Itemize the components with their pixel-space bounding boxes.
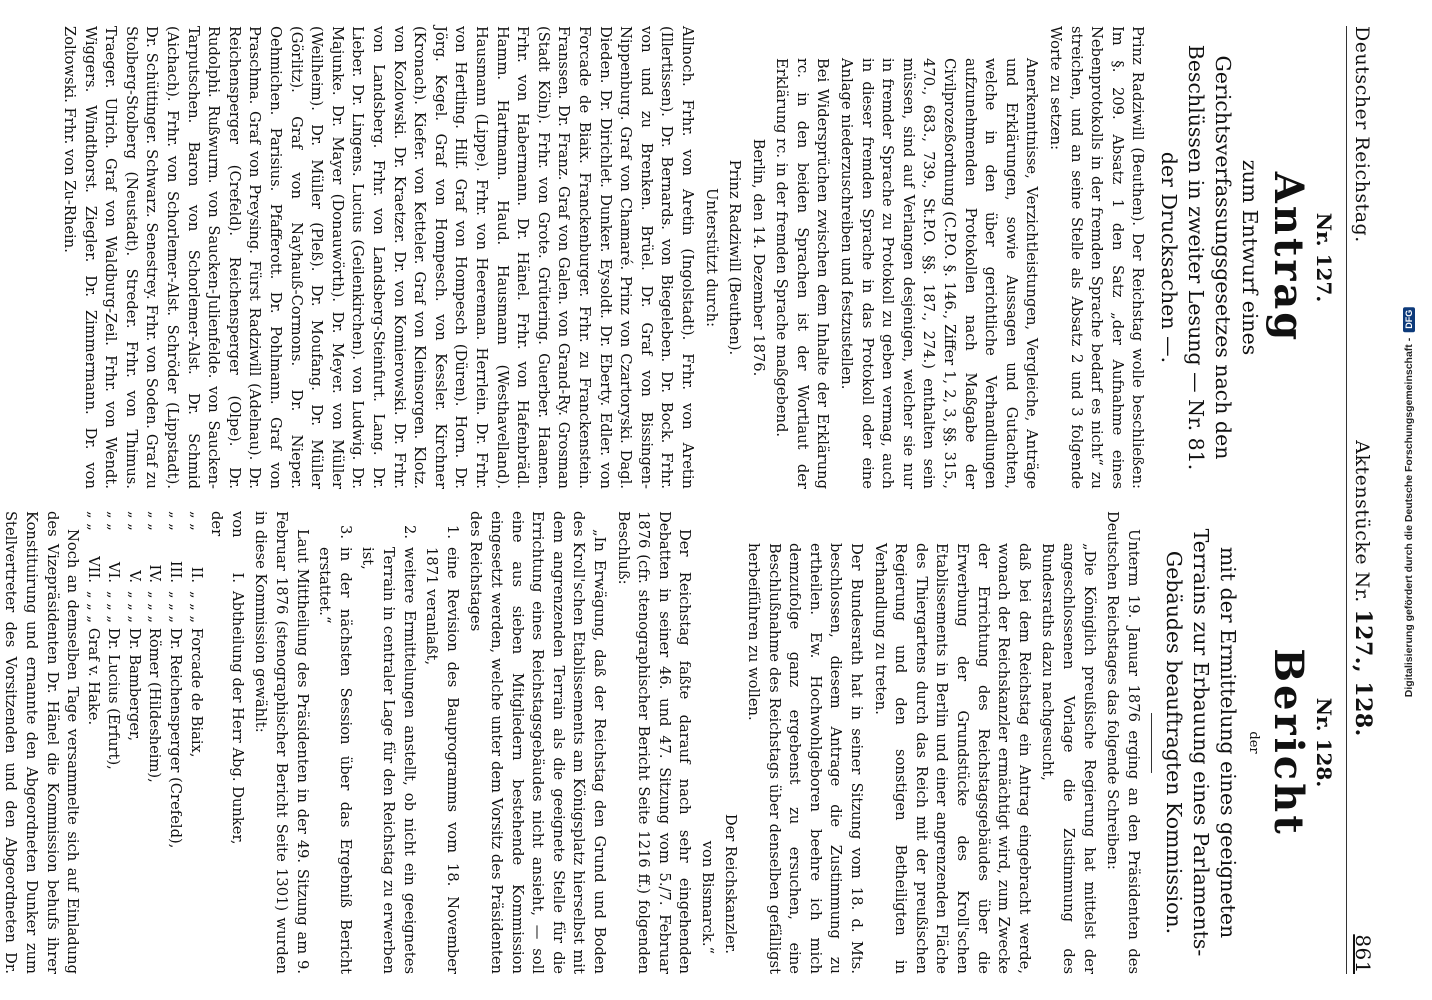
member-prefix: „ „ [167,511,185,531]
bericht-quote: daß bei dem Reichstag ein Antrag eingebracht werde, wonach der Reichskanzler ermächtigt wird, zum Zwecke der Errichtung des Reichstagsgebäudes über die Erwerbung der Grundstücke des Kroll'schen Etablissements in Berlin und einer angrenzenden Fläche des Thiergartens durch das Reich mit der preußischen Regierung und den sonstigen Betheiligten in Verhandlung zu treten. [871,543,1033,974]
commission-member-row [185,511,206,974]
member-prefix: „ „ [125,511,143,531]
supported-by-label: Unterstützt durch: [702,187,720,328]
member-prefix: „ „ [105,511,123,531]
commission-member-row [123,511,144,974]
column-left [0,26,1338,489]
heading-antrag: Antrag [1265,171,1313,344]
bericht-title: mit der Ermittelung eines geeigneten Terrains zur Erbauung eines Parlaments-Gebäudes beauftragten Kommission. [1161,528,1240,957]
resolution-item-text: weitere Ermittelungen anstellt, ob nicht ein geeignetes Terrain in centraler Lage für den Reichstag zu erwerben ist, [359,547,418,974]
resolution-item [357,525,419,974]
resolution-item-number: 2. [400,525,418,540]
bericht-quote: Der Bundesrath hat in seiner Sitzung vom 18. d. Mts. beschlossen, diesem Antrage die Zustimmung zu ertheilen. Ew. Hochwohlgeboren beehre ich mich demzufolge ganz ergebenst zu ersuchen, eine Beschlußnahme des Reichstags über denselben gefälligst herbeiführen zu wollen. [745,543,866,974]
item-number-128: Nr. 128. [1312,697,1336,788]
member-name: „ „ „ Graf v. Hake. [84,591,102,726]
antrag-signer: Prinz Radziwill (Beuthen). [726,159,744,356]
member-division: VI. [105,561,123,583]
member-division: I. [228,572,246,583]
dfg-logo: DFG [1403,307,1415,332]
member-name: „ „ „ Dr. Bamberger, [125,591,143,742]
member-prefix: „ „ [84,511,102,531]
resolution-item-text: in der nächsten Session über das Ergebniß Bericht erstattet.“ [316,547,354,974]
digitization-credit [1396,12,1422,992]
resolution-text: „In Erwägung, daß der Reichstag den Grund und Boden des Kroll'schen Etablissements am Königsplatz hierselbst mit dem angrenzenden Terrain als die geeignete Stelle für die Errichtung eines Reichstagsgebäudes nicht ansieht, — soll eine aus sieben Mitgliedern bestehende Kommission eingesetzt werden, welche unter dem Vorsitz des Präsidenten des Reichstages [467,511,608,974]
scanned-page [2,0,1392,1000]
member-prefix: „ „ [146,511,164,531]
commission-member-row [206,511,247,974]
running-head-left: Deutscher Reichstag. [1351,26,1373,243]
resolution-item-number: 3. [336,525,354,540]
resolution-item [421,525,462,974]
bericht-paragraph: Noch an demselben Tage versammelte sich auf Einladung des Vizepräsidenten Dr. Hänel die Kommission behufs ihrer Konstituirung und ernannte den Abgeordneten Dunker zum Stellvertreter des Vorsitzenden und den Abgeordneten Dr. [2,511,82,974]
member-division: V. [125,570,143,583]
antrag-paragraph: Anerkenntnisse, Verzichtleistungen, Vergleiche, Anträge und Erklärungen, sowie Aussagen und Gutachten, welche in den über gerichtliche Verhandlungen aufzunehmenden Protokollen nach Maßgabe der Civilprozeßordnung (C.P.O. §. 146., Ziffer 1, 2, 3, §§. 315., 470., 683., 739., St.P.O. §§. 187., 274.) enthalten sein müssen, sind auf Verlangen desjenigen, welcher sie nur in fremder Sprache zu Protokoll zu geben vermag, auch in dieser fremden Sprache in das Protokoll oder eine Anlage niederzuschreiben und festzustellen. [838,58,1041,489]
member-prefix: „ „ [187,511,205,531]
sign-title: Der Reichskanzler. [721,813,739,954]
page-number: 861 [1351,934,1375,974]
separator-rule [1151,713,1152,773]
bericht-quote: „Die Königlich preußische Regierung hat mittelst der angeschlossenen Vorlage die Zustimmung des Bundesraths dazu nachgesucht, [1039,543,1098,974]
commission-member-row [103,511,124,974]
credit-text: Digitalisierung gefördert durch die Deutsche Forschungsgemeinschaft - [1403,337,1415,698]
antrag-title: zum Entwurf eines Gerichtsverfassungsgesetzes nach den Beschlüssen in zweiter Lesung — Nr. 81. der Drucksachen —. [1157,44,1263,471]
antrag-paragraph: Prinz Radziwill (Beuthen). Der Reichstag wolle beschließen: Im §. 209. Absatz 1 den Satz „der Aufnahme eines Nebenprotokolls in der fremden Sprache bedarf es nicht“ zu streichen, und an seine Stelle als Absatz 2 und 3 folgende Worte zu setzen: [1047,26,1147,489]
page-content-rotated [2,0,1392,1000]
bericht-paragraph: Laut Mittheilung des Präsidenten in der 49. Sitzung am 9. Februar 1876 (stenographischer Bericht Seite 1301) wurden in diese Kommission gewählt: [252,511,311,974]
member-division: VII. [84,556,102,583]
sign-name: von Bismarck.“ [698,840,716,954]
running-head [1346,26,1376,974]
member-name: Abtheilung der Herr Abg. Dunker, [228,591,246,845]
running-head-center [1350,440,1376,737]
heading-sub: der [1246,731,1262,754]
member-name: „ „ „ Römer (Hildesheim), [146,591,164,783]
running-head-numbers: 127., 128. [1350,609,1376,737]
member-name: „ „ „ Dr. Reichensperger (Crefeld), [167,591,185,849]
member-division: II. [187,566,205,583]
commission-member-row [165,511,186,974]
resolution-item-text: eine Revision des Bauprogramms vom 18. November 1871 veranlaßt, [423,547,461,974]
resolution-item [314,525,355,974]
bericht-paragraph: Unterm 19. Januar 1876 erging an den Präsidenten des Deutschen Reichstages das folgende Schreiben: [1104,511,1142,974]
supporters-list: Allnoch. Frhr. von Aretin (Ingolstadt). Frhr. von Aretin (Illertissen). Dr. Bernards. von Biegeleben. Dr. Bock. Frhr. von und zu Brenken. Brüel. Dr. Graf von Bissingen-Nippenburg. Graf von Chamaré. Prinz von Czartoryski. Dagl. Dieden. Dr. Dirichlet. Dunker. Eysoldt. Dr. Eberty. Edler. von Forcade de Biaix. Franckenburger. Frhr. zu Franckenstein. Franssen. Dr. Franz. Graf von Galen. von Grand-Ry. Grosman (Stadt Köln). Frhr. von Grote. Grütering. Guerber. Haanen. Frhr. von Habermann. Dr. Hänel. Frhr. von Hafenbrädl. Hamm. Hartmann. Haud. Hausmann (Westhavelland). Hausmann (Lippe). Frhr. von Heereman. Herrlein. Dr. Frhr. von Hertling. Hilf. Graf von Hompesch (Düren). Horn. Dr. Jörg. Kegel. Graf von Hompesch. von Kessler. Kirchner (Kronach). Kiefer. von Ketteler. Graf von Kleinsorgen. Klotz. von Kozlowski. Dr. Kraetzer. Dr. von Komierowski. Dr. Frhr. von Landsberg. Frhr. von Landsberg-Steinfurt. Lang. Dr. Lieber. Dr. Lingens. Lucius (Geilenkirchen). von Ludwig. Dr. Majunke. Dr. Mayer (Donauwörth). Dr. Meyer. von Müller (Weilheim). Dr. Müller (Pleß). Dr. Moufang. Dr. Müller (Görlitz). Graf von Nayhauß-Cormons. Dr. Nieper. Oehmichen. Parisius. Pfafferott. Dr. Pohlmann. Graf von Praschma. Graf von Preysing. Fürst Radziwill (Adelnau). Dr. Reichensperger (Crefeld). Reichensperger (Olpe). Dr. Rudolphi. Rußwurm. von Saucken-Julienfelde. von Saucken-Tarputschen. Baron von Schorlemer-Alst. Dr. Schmid (Aichach). Frhr. von Schorlemer-Alst. Schröder (Lippstadt). Dr. Schüttinger. Schwarz. Senestrey. Frhr. von Soden. Graf zu Stolberg-Stolberg (Neustadt). Streder. Frhr. von Thimus. Traeger. Ulrich. Graf von Waldburg-Zeil. Frhr. von Wendt. Wiggers. Windthorst. Ziegler. Dr. Zimmermann. Dr. von Zoltowski. Frhr. von Zu-Rhein. [61,26,696,489]
item-number-127: Nr. 127. [1312,212,1336,303]
member-division: IV. [146,564,164,583]
antrag-date: Berlin, den 14. Dezember 1876. [749,138,767,377]
member-name: „ „ „ Forcade de Biaix, [187,591,205,758]
member-name: „ „ „ Dr. Lucius (Erfurt), [105,591,123,770]
two-columns [2,26,1338,974]
resolution-item-number: 1. [443,525,461,540]
running-head-prefix: Aktenstücke Nr. [1351,440,1373,603]
member-prefix: von der [208,511,246,538]
heading-bericht: Bericht [1265,648,1313,837]
antrag-paragraph: Bei Widersprüchen zwischen dem Inhalte der Erklärung rc. in den beiden Sprachen ist der Wortlaut der Erklärung rc. in der fremden Sprache maßgebend. [773,58,832,489]
commission-member-row [144,511,165,974]
bericht-paragraph: Der Reichstag faßte darauf nach sehr eingehenden Debatten in seiner 46. und 47. Sitzung vom 5./7. Februar 1876 (cfr. stenographischer Bericht Seite 1216 ff.) folgenden Beschluß: [614,511,694,974]
column-right [0,511,1338,974]
commission-member-row [82,511,103,974]
member-division: III. [167,560,185,583]
